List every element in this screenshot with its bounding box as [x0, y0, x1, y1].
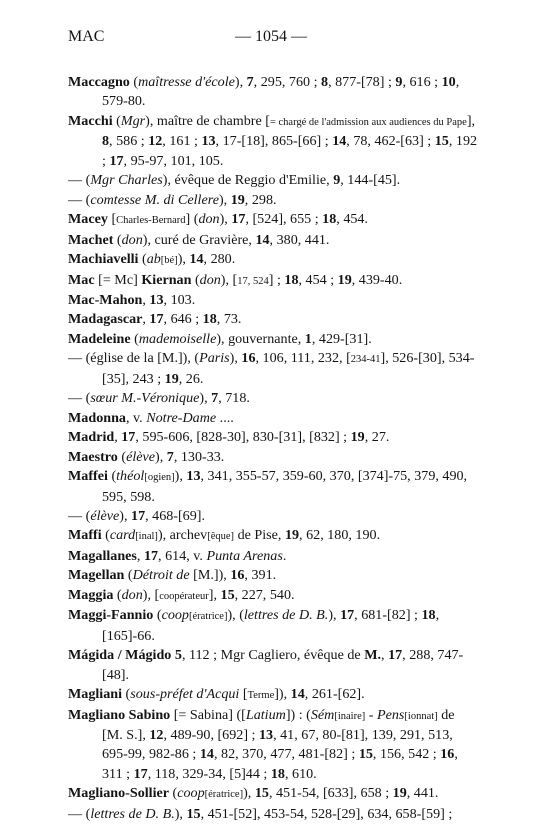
- italic-text: ab: [146, 251, 161, 268]
- volume-number: 13: [149, 291, 164, 308]
- entry-text: , 118, 329-34, [5]44 ;: [147, 765, 271, 782]
- index-entry: [68, 507, 478, 526]
- volume-number: 17: [388, 647, 403, 664]
- entry-text: , 27.: [364, 429, 390, 446]
- volume-number: 15: [220, 586, 235, 603]
- index-entry: [68, 291, 478, 310]
- headword: Kiernan: [141, 271, 192, 288]
- entry-text: , 144-[45].: [340, 172, 401, 189]
- headword: Madagascar: [68, 311, 143, 328]
- volume-number: 17: [121, 429, 136, 446]
- entry-text: ....: [216, 409, 234, 426]
- small-caps-text: [ératrice]: [188, 611, 228, 623]
- entry-text: (: [117, 448, 127, 465]
- entry-text: (: [113, 231, 122, 248]
- entry-text: ,: [114, 429, 122, 446]
- entry-text: , 78, 462-[63] ;: [346, 133, 435, 150]
- entry-text: (: [169, 785, 178, 802]
- entry-text: ), (: [227, 607, 244, 624]
- entry-text: — (: [68, 390, 91, 407]
- small-caps-text: [inaire]: [334, 710, 366, 722]
- headword: Machet: [68, 231, 114, 248]
- entry-text: , 616 ;: [402, 74, 442, 90]
- index-entry: [68, 428, 478, 447]
- volume-number: 14: [290, 686, 305, 703]
- italic-text: maîtresse d'école: [138, 74, 235, 90]
- small-caps-text: [bé]: [160, 255, 178, 267]
- volume-number: 14: [332, 133, 347, 150]
- entry-text: , 614, v.: [158, 547, 207, 564]
- entry-text: [M.]),: [189, 567, 231, 584]
- headword: Magellan: [68, 567, 125, 584]
- entry-text: , 454.: [336, 211, 368, 228]
- volume-number: 15: [254, 785, 269, 802]
- headword: Mágida / Mágido: [68, 647, 172, 664]
- entry-text: , 391.: [244, 567, 277, 584]
- italic-text: sœur M.-Véronique: [90, 390, 200, 407]
- entry-text: [: [107, 211, 117, 228]
- volume-number: 18: [421, 607, 436, 624]
- volume-number: 17: [109, 152, 124, 169]
- headword: Maffei: [68, 468, 108, 485]
- volume-number: 1: [304, 330, 312, 347]
- small-caps-text: [inal]: [135, 531, 158, 543]
- volume-number: 7: [166, 448, 174, 465]
- entry-text: , 311 ;: [102, 746, 458, 782]
- index-entry: [68, 526, 478, 546]
- volume-number: 16: [241, 350, 256, 367]
- volume-number: 19: [164, 370, 179, 387]
- entry-text: ),: [234, 74, 247, 90]
- volume-number: 18: [322, 211, 337, 228]
- entry-text: (: [112, 112, 121, 129]
- entry-text: , 429-[31].: [311, 330, 372, 347]
- index-entries: [68, 73, 478, 824]
- entry-text: (: [138, 251, 147, 268]
- entry-text: ),: [119, 507, 132, 524]
- volume-number: 17: [131, 507, 146, 524]
- headword: Magliano Sabino: [68, 706, 171, 723]
- volume-number: 19: [350, 429, 365, 446]
- volume-number: 14: [255, 231, 270, 248]
- headword: Magallanes: [68, 547, 137, 564]
- entry-text: ), maître de chambre [: [145, 112, 270, 129]
- entry-text: — (: [68, 805, 91, 822]
- index-entry: [68, 448, 478, 467]
- entry-text: , 280.: [203, 251, 236, 268]
- index-entry: [68, 171, 478, 190]
- entry-text: , 441.: [406, 785, 439, 802]
- headword: Maggia: [68, 586, 114, 603]
- entry-text: ,: [381, 647, 389, 664]
- entry-text: ] (: [185, 211, 199, 228]
- entry-text: , 261-[62].: [304, 686, 365, 703]
- entry-text: ),: [243, 785, 255, 802]
- small-caps-text: [ératrice]: [204, 789, 244, 801]
- volume-number: 19: [230, 191, 245, 208]
- index-entry: [68, 685, 478, 705]
- italic-text: don: [121, 231, 143, 248]
- entry-text: , 489-90, [692] ;: [163, 726, 259, 743]
- volume-number: 14: [199, 746, 214, 763]
- volume-number: 12: [149, 726, 164, 743]
- entry-text: ],: [466, 112, 476, 129]
- volume-number: 13: [201, 133, 216, 150]
- index-entry: [68, 310, 478, 329]
- entry-text: , v.: [125, 409, 147, 426]
- index-entry: [68, 112, 478, 171]
- entry-text: ,: [142, 291, 150, 308]
- italic-text: Mgr Charles: [90, 172, 163, 189]
- entry-text: ),: [155, 448, 167, 465]
- entry-text: , 380, 441.: [269, 231, 330, 248]
- volume-number: 19: [337, 271, 352, 288]
- volume-number: 16: [440, 746, 455, 763]
- entry-text: , 227, 540.: [234, 586, 295, 603]
- italic-text: lettres de D. B.: [90, 805, 175, 822]
- italic-text: card: [109, 527, 136, 544]
- italic-text: Mgr: [120, 112, 146, 129]
- entry-text: , 610.: [284, 765, 317, 782]
- volume-number: 12: [148, 133, 163, 150]
- entry-text: (: [153, 607, 162, 624]
- entry-text: — (: [68, 191, 91, 208]
- entry-text: , 877-[78] ;: [328, 74, 396, 90]
- entry-text: , 586 ;: [109, 133, 149, 150]
- volume-number: 18: [202, 311, 217, 328]
- entry-text: , 454 ;: [298, 271, 338, 288]
- page-number: — 1054 —: [235, 28, 307, 45]
- entry-text: [= Sabina] ([: [170, 706, 246, 723]
- headword: Mac-Mahon: [68, 291, 143, 308]
- volume-number: 19: [284, 527, 300, 544]
- entry-text: , 595-606, [828-30], 830-[31], [832] ;: [135, 429, 351, 446]
- entry-text: ],: [208, 586, 221, 603]
- volume-number: 15: [358, 746, 373, 763]
- small-caps-text: [ionnat]: [404, 710, 438, 722]
- entry-text: [: [239, 686, 248, 703]
- entry-text: , 17-[18], 865-[66] ;: [215, 133, 333, 150]
- italic-text: Pens: [377, 706, 405, 723]
- italic-text: Sém: [310, 706, 335, 723]
- headword: Madrid: [68, 429, 115, 446]
- entry-text: , 468-[69].: [145, 507, 205, 524]
- entry-text: ),: [199, 390, 212, 407]
- small-caps-text: Charles-Bernard: [116, 215, 186, 227]
- index-entry: [68, 271, 478, 291]
- entry-text: ,: [142, 311, 150, 328]
- entry-text: , 451-54, [633], 658 ;: [268, 785, 393, 802]
- headword: Maggi-Fannio: [68, 607, 154, 624]
- headword: Mac: [68, 271, 95, 288]
- entry-text: , 41, 67, 80-[81], 139, 291, 513, 695-99, 982-86 ;: [102, 726, 453, 763]
- entry-text: ),: [174, 468, 187, 485]
- small-caps-text: = chargé de l'admission aux audiences du Pape: [269, 116, 467, 128]
- entry-text: (: [122, 686, 131, 703]
- entry-text: — (: [68, 507, 91, 524]
- entry-text: , 106, 111, 232, [: [255, 350, 351, 367]
- entry-text: (: [113, 586, 122, 603]
- volume-number: 17: [231, 211, 246, 228]
- entry-text: ),: [219, 211, 232, 228]
- entry-text: — (église de la [M.]), (: [68, 350, 200, 367]
- entry-text: , [524], 655 ;: [245, 211, 323, 228]
- index-entry: [68, 73, 478, 112]
- entry-text: ,: [136, 547, 144, 564]
- headword: Macey: [68, 211, 108, 228]
- headword: Macchi: [68, 112, 113, 129]
- entry-text: ),: [218, 191, 231, 208]
- italic-text: élève: [126, 448, 156, 465]
- index-entry: [68, 606, 478, 646]
- italic-text: mademoiselle: [138, 330, 217, 347]
- entry-text: , 73.: [216, 311, 242, 328]
- small-caps-text: coopérateur: [159, 590, 209, 602]
- italic-text: Punta Arenas: [206, 547, 283, 564]
- entry-text: ]) : (: [285, 706, 311, 723]
- entry-text: (: [101, 527, 110, 544]
- italic-text: don: [199, 271, 221, 288]
- headword: Madeleine: [68, 330, 131, 347]
- entry-text: ), archev: [157, 527, 208, 544]
- index-entry: [68, 210, 478, 230]
- volume-number: 13: [258, 726, 274, 743]
- entry-text: ),: [174, 805, 187, 822]
- italic-text: Latium: [245, 706, 286, 723]
- index-entry: [68, 566, 478, 585]
- index-entry: [68, 586, 478, 606]
- entry-text: (: [129, 74, 139, 90]
- index-entry: [68, 547, 478, 566]
- index-entry: [68, 409, 478, 428]
- volume-number: 16: [230, 567, 245, 584]
- small-caps-text: [êque]: [207, 531, 235, 543]
- volume-number: 15: [434, 133, 449, 150]
- volume-number: 8: [102, 133, 110, 150]
- volume-number: 17: [133, 765, 148, 782]
- entry-text: ), [: [142, 586, 160, 603]
- index-entry: [68, 191, 478, 210]
- italic-text: comtesse M. di Cellere: [90, 191, 219, 208]
- small-caps-text: 17, 524: [237, 275, 269, 287]
- entry-text: , 156, 542 ;: [372, 746, 441, 763]
- entry-text: ), évêque de Reggio d'Emilie,: [162, 172, 334, 189]
- entry-text: de Pise,: [234, 527, 285, 544]
- italic-text: élève: [90, 507, 120, 524]
- index-entry: [68, 805, 478, 824]
- entry-text: , 62, 180, 190.: [299, 527, 381, 544]
- small-caps-text: [ogien]: [144, 472, 175, 484]
- entry-text: [= Mc]: [94, 271, 142, 288]
- entry-text: , 579-80.: [102, 74, 460, 110]
- entry-text: (: [191, 271, 200, 288]
- index-entry: [68, 389, 478, 408]
- italic-text: don: [121, 586, 143, 603]
- headword: Magliano-Sollier: [68, 785, 169, 802]
- italic-text: sous-préfet d'Acqui: [130, 686, 240, 703]
- entry-text: , 451-[52], 453-54, 528-[29], 634, 658-[59] ;: [200, 805, 453, 822]
- index-entry: [68, 349, 478, 389]
- entry-text: , 439-40.: [351, 271, 403, 288]
- entry-text: , 295, 760 ;: [253, 74, 322, 90]
- volume-number: 8: [321, 74, 329, 90]
- entry-text: , 646 ;: [163, 311, 203, 328]
- italic-text: lettres de D. B.: [243, 607, 329, 624]
- index-entry: [68, 250, 478, 270]
- entry-text: , 95-97, 101, 105.: [123, 152, 224, 169]
- entry-text: — (: [68, 172, 91, 189]
- index-entry: [68, 467, 478, 507]
- entry-text: ), gouvernante,: [216, 330, 305, 347]
- entry-text: ), [: [220, 271, 238, 288]
- entry-text: ), curé de Gravière,: [142, 231, 256, 248]
- index-entry: [68, 646, 478, 685]
- entry-text: -: [365, 706, 378, 723]
- italic-text: Notre-Dame: [146, 409, 217, 426]
- headword: Madonna: [68, 409, 126, 426]
- entry-text: , 718.: [218, 390, 250, 407]
- volume-number: 17: [143, 547, 159, 564]
- volume-number: 13: [186, 468, 201, 485]
- index-entry: [68, 784, 478, 804]
- entry-text: (: [124, 567, 133, 584]
- entry-text: de [M. S.],: [102, 706, 455, 743]
- italic-text: Paris: [199, 350, 230, 367]
- entry-text: ]),: [274, 686, 291, 703]
- volume-number: 17: [149, 311, 164, 328]
- entry-text: ], 526-[30], 534-[35], 243 ;: [102, 350, 475, 387]
- index-entry: [68, 330, 478, 349]
- index-entry: [68, 231, 478, 250]
- volume-number: 19: [392, 785, 407, 802]
- volume-number: 17: [340, 607, 355, 624]
- italic-text: coop: [161, 607, 189, 624]
- entry-text: , 103.: [163, 291, 196, 308]
- entry-text: , 341, 355-57, 359-60, 370, [374]-75, 379, 490, 595, 598.: [102, 468, 468, 505]
- headword: Maffi: [68, 527, 102, 544]
- italic-text: don: [198, 211, 220, 228]
- entry-text: , 130-33.: [173, 448, 225, 465]
- entry-text: , 192 ;: [102, 133, 478, 169]
- volume-number: 15: [186, 805, 201, 822]
- entry-text: , 681-[82] ;: [354, 607, 422, 624]
- volume-number: 5: [174, 647, 182, 664]
- entry-text: ),: [177, 251, 190, 268]
- entry-text: (: [130, 330, 139, 347]
- headword: Maccagno: [68, 74, 130, 90]
- entry-text: , [165]-66.: [102, 607, 440, 644]
- entry-text: , 26.: [178, 370, 204, 387]
- section-heading: MAC: [68, 28, 105, 45]
- volume-number: 18: [270, 765, 285, 782]
- index-entry: [68, 706, 478, 785]
- volume-number: 18: [284, 271, 299, 288]
- running-head: [68, 28, 474, 50]
- volume-number: 14: [189, 251, 204, 268]
- entry-text: , 298.: [244, 191, 277, 208]
- italic-text: coop: [177, 785, 205, 802]
- volume-number: 7: [246, 74, 254, 90]
- italic-text: Détroit de: [132, 567, 190, 584]
- volume-number: 9: [395, 74, 403, 90]
- volume-number: M.: [364, 647, 382, 664]
- entry-text: , 82, 370, 477, 481-[82] ;: [213, 746, 359, 763]
- entry-text: ] ;: [268, 271, 285, 288]
- volume-number: 9: [333, 172, 341, 189]
- entry-text: .: [282, 547, 287, 564]
- headword: Magliani: [68, 686, 123, 703]
- headword: Machiavelli: [68, 251, 139, 268]
- entry-text: , 288, 747-[48].: [102, 647, 464, 683]
- volume-number: 7: [211, 390, 219, 407]
- volume-number: 10: [441, 74, 456, 90]
- entry-text: (: [107, 468, 117, 485]
- small-caps-text: Terme: [247, 690, 275, 702]
- entry-text: , 112 ; Mgr Cagliero, évêque de: [181, 647, 365, 664]
- entry-text: , 161 ;: [162, 133, 202, 150]
- entry-text: ),: [229, 350, 242, 367]
- entry-text: ),: [328, 607, 341, 624]
- headword: Maestro: [68, 448, 118, 465]
- italic-text: théol: [116, 468, 145, 485]
- small-caps-text: 234-41: [350, 354, 381, 366]
